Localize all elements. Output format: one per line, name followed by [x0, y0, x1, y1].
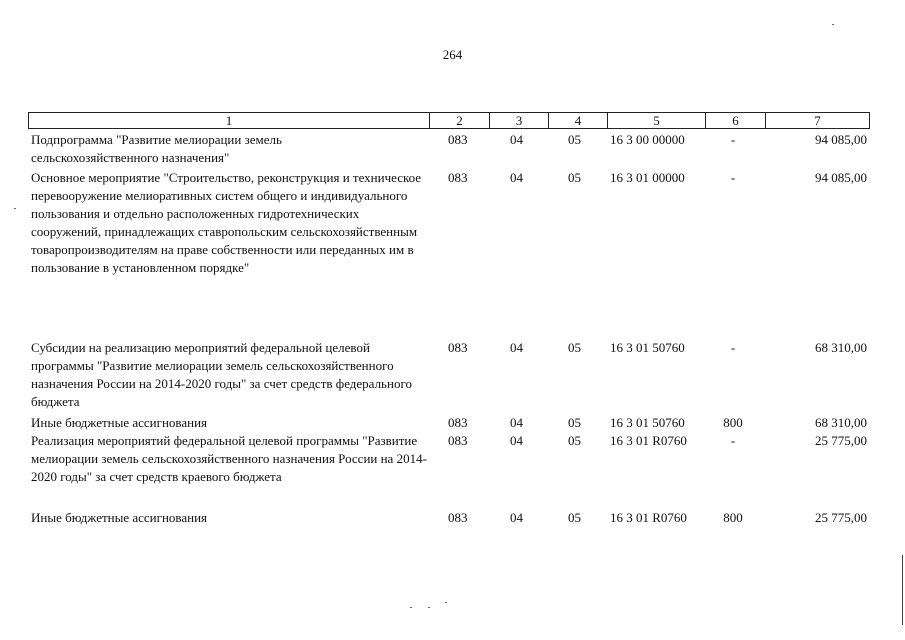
row-col-3: 04	[510, 170, 523, 185]
row-col-3: 04	[510, 340, 523, 355]
scan-speck	[832, 24, 834, 25]
row-col-5: 16 3 01 50760	[610, 340, 685, 355]
row-col-5: 16 3 01 R0760	[610, 433, 687, 448]
row-col-7: 94 085,00	[815, 132, 867, 147]
row-col-3: 04	[510, 510, 523, 525]
row-col-4: 05	[568, 415, 581, 430]
row-col-4: 05	[568, 340, 581, 355]
header-col-1: 1	[225, 113, 233, 128]
row-col-4: 05	[568, 132, 581, 147]
row-col-6: 800	[723, 510, 743, 525]
row-name: Подпрограмма "Развитие мелиорации земель сельскохозяйственного назначения"	[31, 132, 282, 165]
header-col-6: 6	[705, 113, 765, 128]
scan-edge-line	[902, 555, 903, 625]
row-col-2: 083	[448, 510, 468, 525]
row-col-2: 083	[448, 170, 468, 185]
row-name: Иные бюджетные ассигнования	[31, 415, 208, 430]
row-col-7: 68 310,00	[815, 340, 867, 355]
row-col-4: 05	[568, 510, 581, 525]
row-col-6: -	[730, 170, 736, 185]
header-col-4: 4	[548, 113, 607, 128]
row-col-2: 083	[448, 340, 468, 355]
row-col-4: 05	[568, 433, 581, 448]
row-name: Основное мероприятие "Строительство, реконструкция и техническое перевооружение мелиоративных систем общего и индивидуального пользования и отдельно расположенных гидротехнических сооружений, принадлежащих ставропольским сельскохозяйственным товаропроизводителям на праве собственности или переданных им в пользование в установленном порядке"	[31, 170, 422, 275]
row-col-3: 04	[510, 415, 523, 430]
row-name: Субсидии на реализацию мероприятий федеральной целевой программы "Развитие мелиорации земель сельскохозяйственного назначения России на 2014-2020 годы" за счет средств федерального бюджета	[31, 340, 412, 409]
row-col-4: 05	[568, 170, 581, 185]
row-name: Реализация мероприятий федеральной целевой программы "Развитие мелиорации земель сельскохозяйственного назначения России на 2014-2020 годы" за счет средств краевого бюджета	[31, 433, 427, 484]
row-col-2: 083	[448, 415, 468, 430]
scan-speck	[428, 607, 430, 608]
row-col-7: 25 775,00	[815, 510, 867, 525]
row-col-2: 083	[448, 132, 468, 147]
header-col-5: 5	[607, 113, 705, 128]
header-col-7: 7	[765, 113, 869, 128]
header-col-2: 2	[429, 113, 489, 128]
row-col-3: 04	[510, 132, 523, 147]
row-col-6: 800	[723, 415, 743, 430]
row-name: Иные бюджетные ассигнования	[31, 510, 208, 525]
row-col-5: 16 3 01 R0760	[610, 510, 687, 525]
row-col-6: -	[730, 132, 736, 147]
row-col-6: -	[730, 340, 736, 355]
table-header	[28, 112, 870, 129]
row-col-5: 16 3 01 00000	[610, 170, 685, 185]
row-col-7: 25 775,00	[815, 433, 867, 448]
row-col-7: 68 310,00	[815, 415, 867, 430]
row-col-5: 16 3 00 00000	[610, 132, 685, 147]
scan-speck	[445, 602, 447, 603]
row-col-5: 16 3 01 50760	[610, 415, 685, 430]
row-col-7: 94 085,00	[815, 170, 867, 185]
scan-speck	[410, 607, 412, 608]
scan-speck	[14, 208, 16, 209]
page-number: 264	[442, 47, 463, 62]
row-col-2: 083	[448, 433, 468, 448]
row-col-6: -	[730, 433, 736, 448]
row-col-3: 04	[510, 433, 523, 448]
header-col-3: 3	[489, 113, 548, 128]
